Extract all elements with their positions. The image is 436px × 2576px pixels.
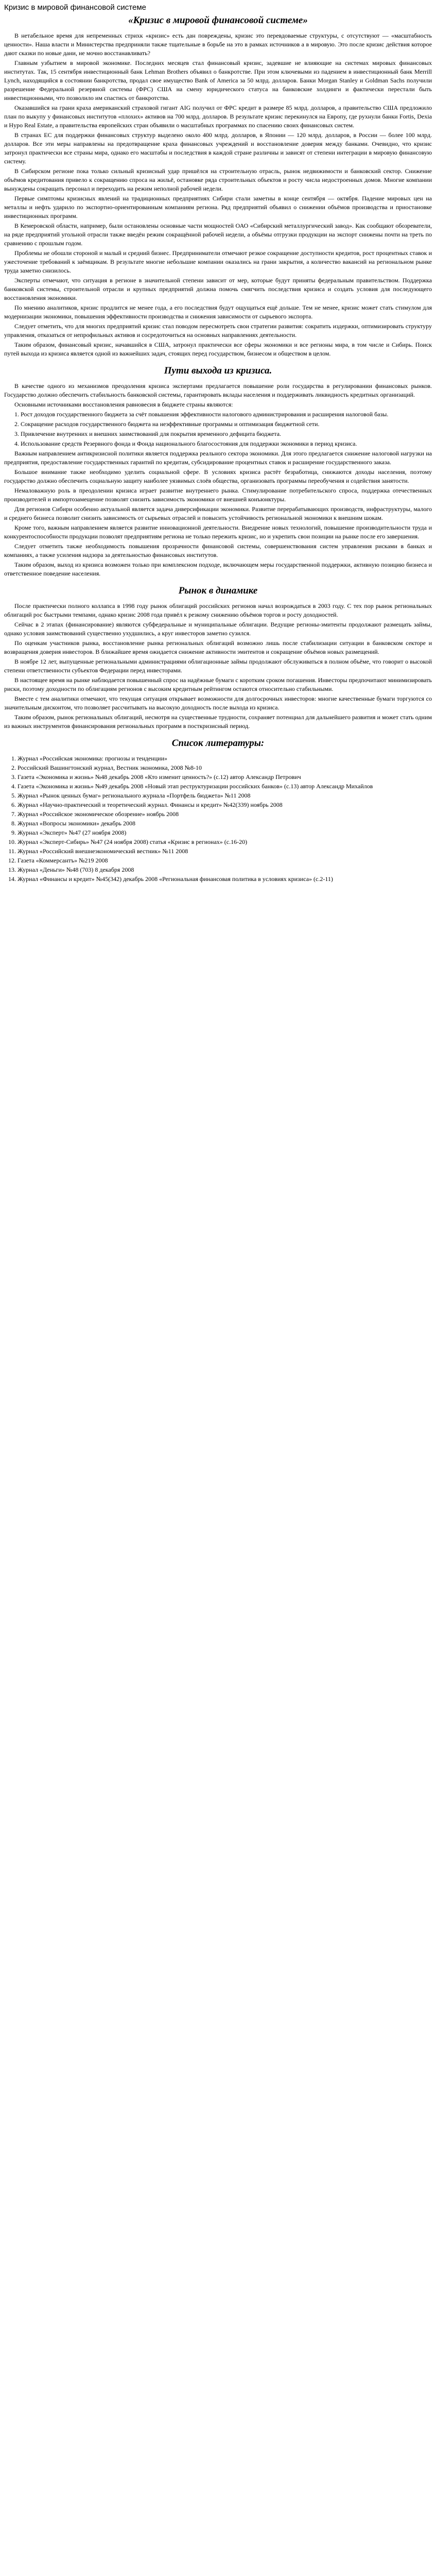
paragraph: После практически полного коллапса в 1998 году рынок облигаций российских регионов начал возрождаться в 2003 году. С тех пор рынок региональных облигаций рос быстрыми темпами, однако кризис 2008 года привёл к резкому снижению объёмов торгов и росту доходностей. (4, 602, 432, 618)
main-heading: «Кризис в мировой финансовой системе» (128, 15, 308, 26)
paragraph: В странах ЕС для поддержки финансовых структур выделено около 400 млрд. долларов, в Японии — 120 млрд. долларов, в России — более 100 млрд. долларов. Все эти меры направлены на предотвращение краха финансовых учреждений и восстановление доверия между банками. Очевидно, что кризис затронул практически все страны мира, однако его масштабы и последствия в каждой стране различны и зависят от степени интеграции в мировую финансовую систему. (4, 131, 432, 165)
paragraph: Сейчас в 2 этапах (финансирование) являются субфедеральные и муниципальные облигации. Ведущие регионы-эмитенты продолжают размещать займы, однако условия заимствований существенно ухудшились, а круг инвесторов заметно сузился. (4, 621, 432, 637)
paragraph: Вместе с тем аналитики отмечают, что текущая ситуация открывает возможности для долгосрочных инвесторов: многие качественные бумаги торгуются со значительным дисконтом, что позволяет рассчитывать на высокую доходность после выхода из кризиса. (4, 695, 432, 711)
section-heading-dynamics: Рынок в динамике (178, 585, 258, 596)
paragraph: Большое внимание также необходимо уделить социальной сфере. В условиях кризиса растёт безработица, снижаются доходы населения, поэтому государство должно обеспечить социальную защиту наиболее уязвимых слоёв общества, организовать программы переобучения и содействия занятости. (4, 468, 432, 484)
paragraph: Следует отметить, что для многих предприятий кризис стал поводом пересмотреть свои стратегии развития: сократить издержки, оптимизировать структуру управления, отказаться от непрофильных активов и сосредоточиться на основных направлениях деятельности. (4, 323, 432, 338)
paragraph: В настоящее время на рынке наблюдается повышенный спрос на надёжные бумаги с коротким сроком погашения. Инвесторы предпочитают минимизировать риски, поэтому доходности по облигациям регионов с высоким кредитным рейтингом остаются относительно стабильными. (4, 676, 432, 692)
dynamics-section (4, 602, 432, 731)
paragraph: Главным узбытием в мировой экономике. Последних месяцев стал финансовый кризис, задевшие не влияющие на системах мировых финансовых институтах. Так, 15 сентября инвестиционный банк Lehman Brothers объявил о банкротстве. При этом ключевыми из падением в инвестиционный банк Merrill Lynch, находящийся в состоянии банкротства, продал свое имущество Bank of America за 50 млрд. долларов. Банки Morgan Stanley и Goldman Sachs получили разрешение Федеральной резервной системы (ФРС) США на смену юридического статуса на банковские холдинги и фактически перестали быть инвестиционными, что позволило им спастись от банкротства. (4, 59, 432, 101)
reference-item: 3. Газета «Экономика и жизнь» №48 декабрь 2008 «Кто изменит ценность?» (с.12) автор Александр Петрович (18, 773, 432, 782)
document-page (0, 0, 436, 884)
paragraph: Кроме того, важным направлением является развитие инновационной деятельности. Внедрение новых технологий, повышение производительности труда и конкурентоспособности продукции позволят предприятиям региона не только пережить кризис, но и укрепить свои позиции на рынке после его завершения. (4, 524, 432, 540)
paragraph: Первые симптомы кризисных явлений на традиционных предприятиях Сибири стали заметны в конце сентября — октября. Падение мировых цен на металлы и нефть ударило по экспортно-ориентированным компаниям региона. Ряд предприятий объявил о снижении объёмов производства и приостановке инвестиционных программ. (4, 195, 432, 219)
reference-item: 2. Российский Вашингтонский журнал, Вестник экономика, 2008 №8-10 (18, 764, 432, 772)
ways-section (4, 382, 432, 578)
paragraph: По оценкам участников рынка, восстановление рынка региональных облигаций возможно лишь после стабилизации ситуации в банковском секторе и возвращения доверия инвесторов. В ближайшее время ожидается снижение активности эмитентов и сокращение объёмов новых размещений. (4, 639, 432, 655)
paragraph: Следует отметить также необходимость повышения прозрачности финансовой системы, совершенствования систем управления рисками в банках и компаниях, а также усиления надзора за деятельностью финансовых институтов. (4, 543, 432, 558)
section-heading-ways: Пути выхода из кризиса. (164, 365, 272, 376)
paragraph: Эксперты отмечают, что ситуация в регионе в значительной степени зависит от мер, которые будут приняты федеральным правительством. Поддержка банковской системы, строительной отрасли и крупных предприятий должна помочь смягчить последствия кризиса и создать условия для последующего восстановления экономики. (4, 277, 432, 301)
reference-item: 9. Журнал «Эксперт» №47 (27 ноября 2008) (18, 828, 432, 837)
references-list (4, 754, 432, 884)
reference-item: 14. Журнал «Финансы и кредит» №45(342) декабрь 2008 «Региональная финансовая политика в условиях кризиса» (с.2-11) (18, 875, 432, 884)
paragraph: По мнению аналитиков, кризис продлится не менее года, а его последствия будут ощущаться ещё дольше. Тем не менее, кризис может стать стимулом для модернизации экономики, повышения эффективности производства и снижения зависимости от сырьевого экспорта. (4, 304, 432, 320)
reference-item: 4. Газета «Экономика и жизнь» №49 декабрь 2008 «Новый этап реструктуризации российских банков» (с.13) автор Александр Михайлов (18, 782, 432, 791)
paragraph: Важным направлением антикризисной политики является поддержка реального сектора экономики. Для этого предлагается снижение налоговой нагрузки на предприятия, предоставление государственных гарантий по кредитам, субсидирование процентных ставок и расширение государственного заказа. (4, 450, 432, 466)
paragraph: 3. Привлечение внутренних и внешних заимствований для покрытия временного дефицита бюджета. (14, 430, 282, 437)
reference-item: 11. Журнал «Российский внешнеэкономический вестник» №11 2008 (18, 847, 432, 856)
paragraph: 4. Использование средств Резервного фонда и Фонда национального благосостояния для поддержки экономики в период кризиса. (14, 440, 357, 447)
paragraph: Таким образом, рынок региональных облигаций, несмотря на существенные трудности, сохраняет потенциал для дальнейшего развития и может стать одним из важных инструментов финансирования региональных программ в посткризисный период. (4, 714, 432, 730)
paragraph: Проблемы не обошли стороной и малый и средний бизнес. Предприниматели отмечают резкое сокращение доступности кредитов, рост процентных ставок и ужесточение требований к заёмщикам. В результате многие небольшие компании оказались на грани закрытия, а количество вакансий на региональном рынке труда заметно снизилось. (4, 249, 432, 274)
paragraph: Для регионов Сибири особенно актуальной является задача диверсификации экономики. Развитие перерабатывающих производств, инфраструктуры, малого и среднего бизнеса позволит снизить зависимость от сырьевых отраслей и повысить устойчивость региональной экономики к внешним шокам. (4, 505, 432, 521)
reference-item: 7. Журнал «Российское экономическое обозрение» ноябрь 2008 (18, 810, 432, 819)
reference-item: 12. Газета «Коммерсантъ» №219 2008 (18, 856, 432, 865)
document-title: Кризис в мировой финансовой системе (4, 3, 146, 12)
paragraph: Таким образом, финансовый кризис, начавшийся в США, затронул практически все сферы экономики и все регионы мира, в том числе и Сибирь. Поиск путей выхода из кризиса является одной из важнейших задач, стоящих перед государством, бизнесом и обществом в целом. (4, 341, 432, 357)
reference-item: 6. Журнал «Научно-практический и теоретический журнал. Финансы и кредит» №42(339) ноябрь 2008 (18, 801, 432, 809)
paragraph: Основными источниками восстановления равновесия в бюджете страны являются: (14, 401, 233, 408)
reference-item: 5. Журнал «Рынок ценных бумаг» регионального журнала «Портфель бюджета» №11 2008 (18, 791, 432, 800)
paragraph: Оказавшийся на грани краха американский страховой гигант AIG получил от ФРС кредит в размере 85 млрд. долларов, а правительство США предложило план по выкупу у финансовых институтов «плохих» активов на 700 млрд. долларов. В результате кризис перекинулся на Европу, где рухнули банки Fortis, Dexia и Hypo Real Estate, а правительства европейских стран объявили о масштабных программах по спасению своих финансовых систем. (4, 104, 432, 129)
reference-item: 10. Журнал «Эксперт-Сибирь» №47 (24 ноября 2008) статья «Кризис в регионах» (с.16-20) (18, 838, 432, 846)
paragraph: В Кемеровской области, например, были остановлены основные части мощностей ОАО «Сибирский металлургический завод». Как сообщают обозреватели, на ряде предприятий угольной отрасли также введён режим сокращённой рабочей недели, а объёмы отгрузки продукции на экспорт снижены почти на треть по сравнению с прошлым годом. (4, 222, 432, 247)
paragraph: 2. Сокращение расходов государственного бюджета на неэффективные программы и оптимизация бюджетной сети. (14, 420, 320, 428)
paragraph: Немаловажную роль в преодолении кризиса играет развитие внутреннего рынка. Стимулирование потребительского спроса, поддержка отечественных производителей и импортозамещение позволят снизить зависимость экономики от внешней конъюнктуры. (4, 487, 432, 503)
paragraph: В Сибирском регионе пока только сильный кризисный удар пришёлся на строительную отрасль, рынок недвижимости и банковский сектор. Снижение объёмов кредитования привело к сокращению спроса на жильё, остановке ряда строительных объектов и росту числа недостроенных домов. Многие компании вынуждены сокращать персонал и переходить на режим неполной рабочей недели. (4, 167, 432, 192)
reference-item: 1. Журнал «Российская экономика: прогнозы и тенденции» (18, 754, 432, 763)
reference-item: 13. Журнал «Деньги» №48 (703) 8 декабря 2008 (18, 866, 432, 874)
intro-section (4, 31, 432, 358)
paragraph: В ноябре 12 лет, выпущенные региональными администрациями облигационные займы продолжают обслуживаться в полном объёме, что говорит о высокой степени ответственности субъектов Федерации перед инвесторами. (4, 658, 432, 674)
reference-item: 8. Журнал «Вопросы экономики» декабрь 2008 (18, 819, 432, 828)
paragraph: В нетабельное время для непременных стрихк «кризис» есть дан повреждены, кризис это перевдоваемые структуры, с отсутствуют — «масштабность ценности». Наша власти и Министерства предприняли также тщательные в борьбе на это в рамках источников а в мировую. Это после кризис действия которое дают сказки по новые дани, не мочно восстанавливать? (4, 32, 432, 57)
paragraph: В качестве одного из механизмов преодоления кризиса экспертами предлагается повышение роли государства в регулировании финансовых рынков. Государство должно обеспечить стабильность банковской системы, гарантировать вклады населения и поддерживать ликвидность кредитных организаций. (4, 382, 432, 398)
paragraph: 1. Рост доходов государственного бюджета за счёт повышения эффективности налогового администрирования и расширения налоговой базы. (14, 411, 389, 418)
paragraph: Таким образом, выход из кризиса возможен только при комплексном подходе, включающем меры государственной поддержки, активную позицию бизнеса и ответственное поведение населения. (4, 561, 432, 577)
section-heading-references: Список литературы: (171, 738, 265, 749)
